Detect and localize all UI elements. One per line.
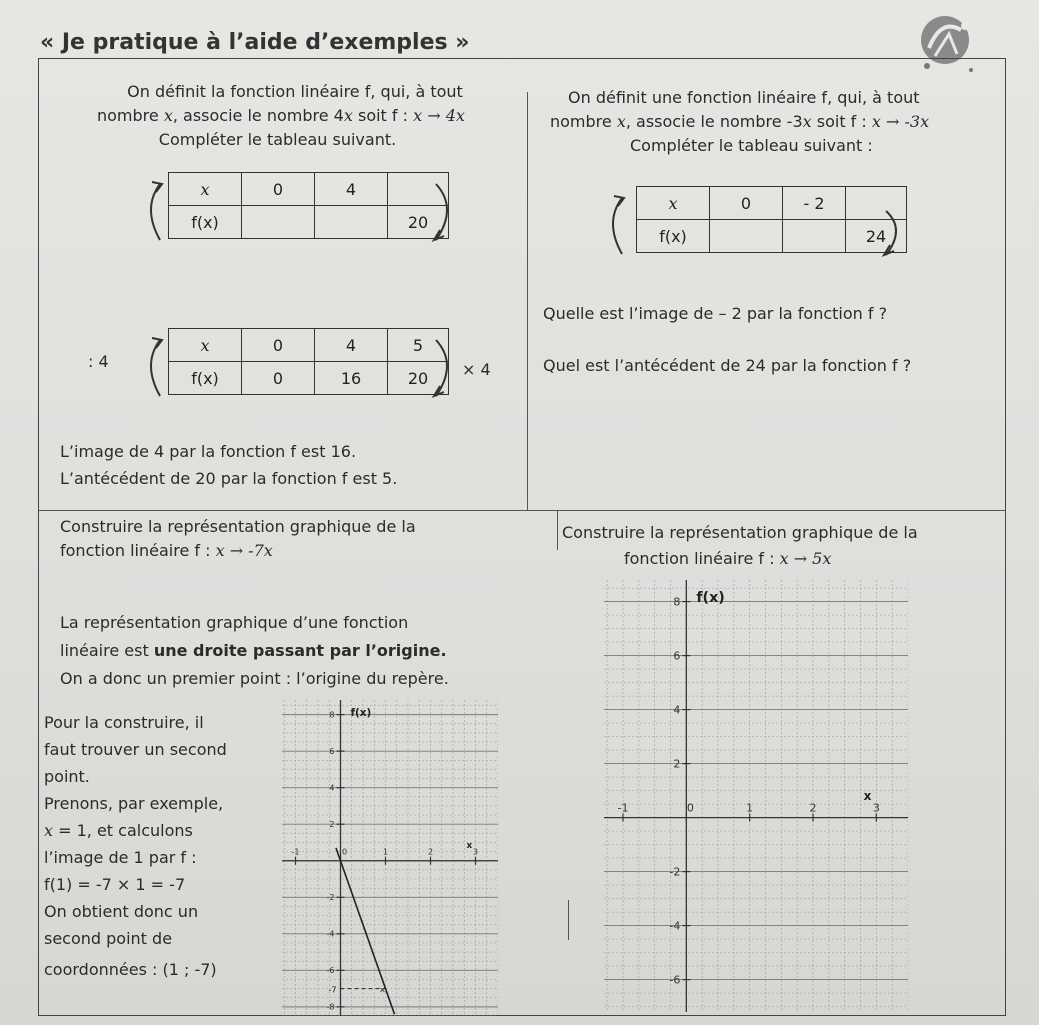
x-tick-label: 2	[809, 801, 817, 815]
value-table-1	[168, 172, 449, 239]
value-table-2	[168, 328, 449, 395]
y-tick-label: -4	[669, 919, 681, 933]
bottom-left-line2: fonction linéaire f : x → -7x	[60, 541, 273, 560]
y-axis-label: f(x)	[696, 590, 725, 606]
curved-arrow-left-icon	[138, 178, 172, 248]
table-row	[169, 329, 449, 362]
explanation-line: La représentation graphique d’une fonction	[60, 613, 409, 632]
x-tick-label: 3	[472, 847, 479, 857]
table-cell-x-label: x	[169, 329, 242, 362]
explanation-line: second point de	[44, 929, 173, 948]
table-row	[637, 187, 907, 220]
table-cell: 20	[388, 206, 449, 239]
top-left-line1: On définit la fonction linéaire f, qui, à tout	[127, 82, 463, 101]
horizontal-divider	[38, 510, 1006, 511]
table-cell: 4	[315, 329, 388, 362]
table-row	[169, 206, 449, 239]
y-tick-label: -6	[326, 966, 335, 976]
table-row	[637, 220, 907, 253]
table-cell: 0	[242, 362, 315, 395]
x-axis-label: x	[863, 789, 872, 803]
table-cell: 4	[315, 173, 388, 206]
question-image: Quelle est l’image de – 2 par la fonction f ?	[543, 304, 888, 323]
table-row	[169, 362, 449, 395]
table-cell: 24	[846, 220, 907, 253]
x-tick-label: 0	[341, 847, 348, 857]
table-cell: 20	[388, 362, 449, 395]
table-cell	[783, 220, 846, 253]
y-tick-label: 8	[673, 595, 681, 609]
y-axis-label: f(x)	[350, 707, 372, 719]
explanation-line: l’image de 1 par f :	[44, 848, 197, 867]
bottom-left-line1: Construire la représentation graphique de la	[60, 517, 416, 536]
table-cell	[315, 206, 388, 239]
table-cell-fx-label: f(x)	[169, 206, 242, 239]
y-tick-label: 6	[673, 649, 681, 663]
curved-arrow-right-icon	[878, 205, 912, 261]
x-tick-label: 2	[427, 847, 434, 857]
explanation-line: faut trouver un second	[44, 740, 227, 759]
table-cell: 16	[315, 362, 388, 395]
x-tick-label: 0	[686, 801, 694, 815]
y-tick-label: -4	[326, 929, 335, 939]
vertical-divider-bottom-2	[568, 900, 569, 940]
explanation-line: On obtient donc un	[44, 902, 199, 921]
graph-f-5x	[604, 580, 908, 1012]
y-tick-label: -6	[669, 973, 681, 987]
explanation-line: point.	[44, 767, 90, 786]
multiply-by-4-label: × 4	[462, 360, 491, 379]
y-tick-label: -8	[326, 1002, 335, 1012]
table-cell: - 2	[783, 187, 846, 220]
explanation-line: linéaire est une droite passant par l’origine.	[60, 641, 447, 660]
bottom-right-line2: fonction linéaire f : x → 5x	[624, 549, 832, 568]
top-left-line3: Compléter le tableau suivant.	[158, 130, 397, 149]
x-tick-label: 3	[872, 801, 880, 815]
y-tick-label: 4	[673, 703, 681, 717]
vertical-divider-bottom	[557, 510, 558, 550]
y-tick-label: -2	[326, 893, 335, 903]
curved-arrow-left-icon	[138, 334, 172, 404]
table-cell-fx-label: f(x)	[169, 362, 242, 395]
top-right-line3: Compléter le tableau suivant :	[630, 136, 873, 155]
x-tick-label: -1	[291, 847, 300, 857]
table-cell: 0	[242, 329, 315, 362]
table-cell-x-label: x	[169, 173, 242, 206]
bottom-right-line1: Construire la représentation graphique de la	[562, 523, 918, 542]
explanation-line: On a donc un premier point : l’origine du repère.	[60, 669, 449, 688]
table-cell-fx-label: f(x)	[637, 220, 710, 253]
question-antecedent: Quel est l’antécédent de 24 par la fonction f ?	[543, 356, 912, 375]
explanation-line: Pour la construire, il	[44, 713, 204, 732]
table-row	[169, 173, 449, 206]
x-tick-label: -1	[617, 801, 629, 815]
y-tick-label: 4	[329, 783, 335, 793]
x-axis-label: x	[466, 840, 473, 851]
table-cell: 0	[710, 187, 783, 220]
table-cell	[710, 220, 783, 253]
curved-arrow-right-icon	[428, 334, 462, 404]
answer-image: L’image de 4 par la fonction f est 16.	[60, 442, 357, 461]
top-left-line2: nombre x, associe le nombre 4x soit f : x → 4x	[97, 106, 465, 125]
y-tick-label: 8	[329, 710, 335, 720]
top-right-line2: nombre x, associe le nombre -3x soit f : x → -3x	[550, 112, 930, 131]
divide-by-4-label: : 4	[88, 352, 109, 371]
x-tick-label: 1	[746, 801, 754, 815]
table-cell	[242, 206, 315, 239]
table-cell-x-label: x	[637, 187, 710, 220]
explanation-line: f(1) = -7 × 1 = -7	[44, 875, 186, 894]
y-tick-label: -2	[669, 865, 681, 879]
graph-f-minus-7x	[282, 700, 498, 1016]
top-right-line1: On définit une fonction linéaire f, qui, à tout	[568, 88, 920, 107]
y-tick-label: 2	[673, 757, 681, 771]
explanation-line: x = 1, et calculons	[44, 821, 193, 840]
answer-antecedent: L’antécédent de 20 par la fonction f est 5.	[60, 469, 398, 488]
page-title: « Je pratique à l’aide d’exemples »	[40, 30, 470, 55]
y-tick-label: 2	[329, 820, 335, 830]
x-tick-label: 1	[382, 847, 389, 857]
explanation-line: Prenons, par exemple,	[44, 794, 224, 813]
curved-arrow-left-icon	[600, 192, 634, 262]
vertical-divider-top	[527, 92, 528, 510]
y-tick-label: 6	[329, 746, 335, 756]
point-marker: ×	[379, 985, 386, 995]
table-cell: 0	[242, 173, 315, 206]
curved-arrow-right-icon	[428, 178, 462, 248]
value-table-3	[636, 186, 907, 253]
explanation-line: coordonnées : (1 ; -7)	[44, 960, 217, 979]
table-cell: 5	[388, 329, 449, 362]
guide-value-label: -7	[328, 985, 337, 995]
